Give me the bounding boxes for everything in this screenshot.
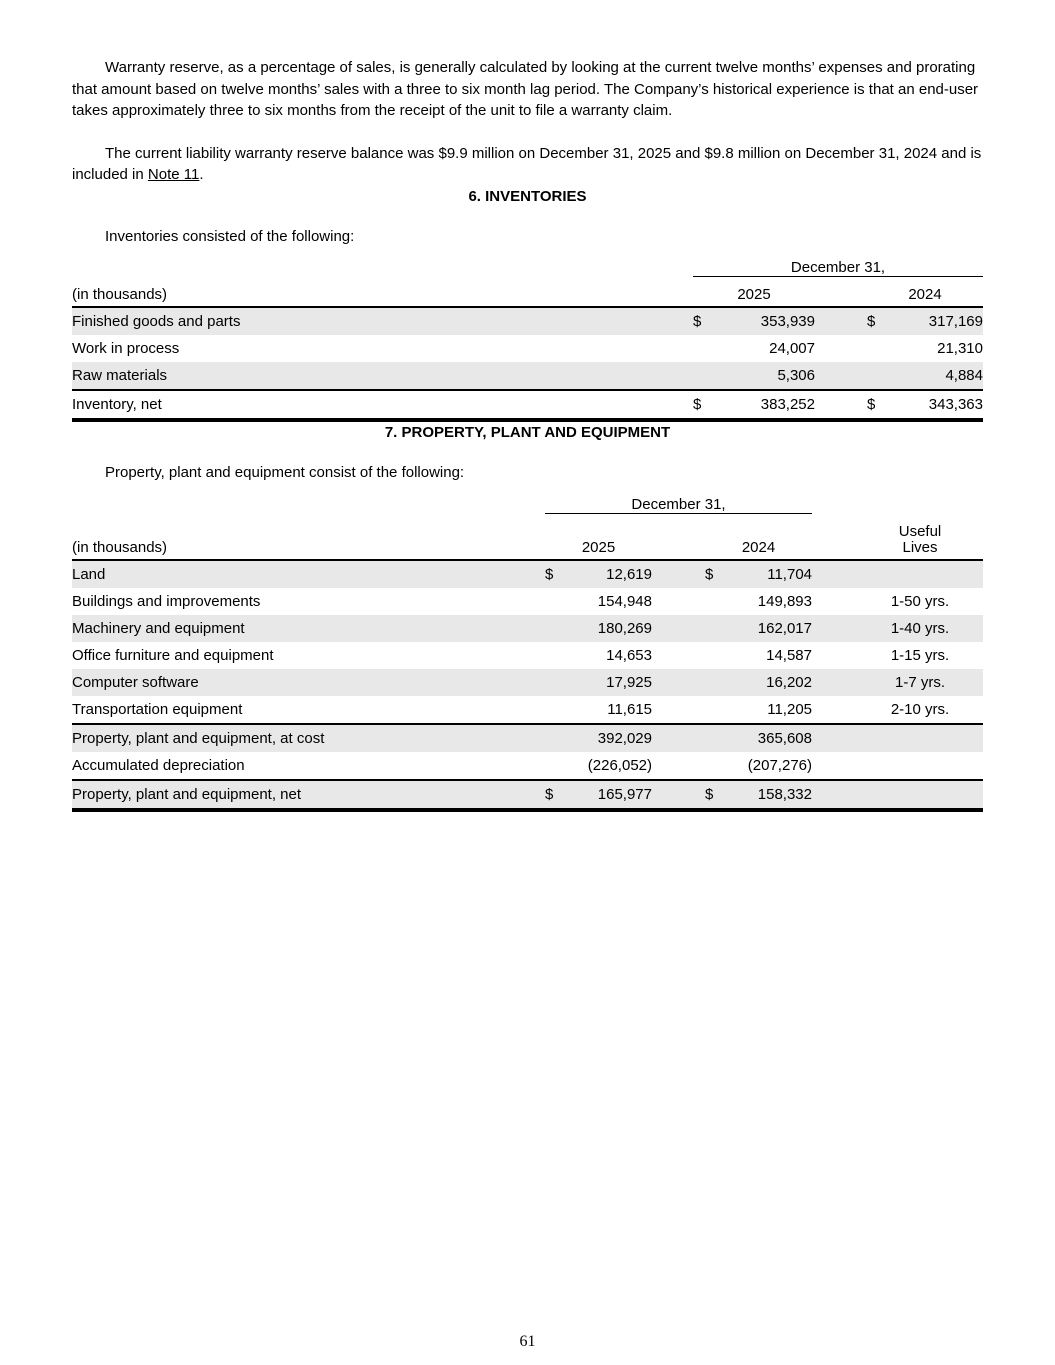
spacer-cell (815, 362, 867, 390)
spacer-cell (812, 669, 857, 696)
value-2025: 165,977 (571, 780, 652, 810)
value-2025: 14,653 (606, 646, 652, 664)
currency-symbol (705, 724, 731, 752)
currency-symbol (545, 669, 571, 696)
currency-symbol (705, 752, 731, 780)
value-2024: 4,884 (893, 362, 983, 390)
table-row-total (72, 390, 983, 420)
row-label: Finished goods and parts (72, 307, 693, 335)
useful-lives-value: 1-50 yrs. (890, 592, 950, 610)
table-row (72, 642, 983, 669)
inventories-section-heading: 6. INVENTORIES (468, 187, 587, 205)
warranty-balance-paragraph (72, 143, 983, 186)
row-label: Office furniture and equipment (72, 646, 274, 664)
useful-lives-value: 1-40 yrs. (857, 615, 983, 642)
value-2024: 317,169 (893, 307, 983, 335)
value-2024: 11,205 (767, 700, 812, 718)
table-row (72, 752, 983, 780)
currency-symbol (705, 696, 731, 724)
spacer-cell (652, 615, 705, 642)
useful-lives-line1: Useful (898, 522, 942, 540)
value-2025: 392,029 (571, 724, 652, 752)
date-spanner-header: December 31, (545, 489, 812, 514)
useful-lives-value (857, 724, 983, 752)
currency-symbol (705, 669, 731, 696)
currency-symbol (545, 752, 571, 780)
table-row (72, 696, 983, 724)
spacer-cell (652, 588, 705, 615)
row-label: Raw materials (72, 362, 693, 390)
currency-symbol (545, 696, 571, 724)
inventories-date-spanner-row (72, 252, 983, 277)
table-row (72, 615, 983, 642)
currency-symbol (705, 615, 731, 642)
note-11-link[interactable]: Note 11 (147, 166, 200, 183)
currency-symbol: $ (545, 560, 571, 588)
currency-symbol: $ (705, 560, 731, 588)
currency-symbol: $ (867, 307, 893, 335)
spacer-cell (815, 307, 867, 335)
currency-symbol (693, 335, 719, 362)
value-2025: 180,269 (571, 615, 652, 642)
value-2024: (207,276) (747, 756, 812, 774)
spacer-cell (652, 696, 705, 724)
value-2024: 11,704 (731, 560, 812, 588)
useful-lives-value: 1-15 yrs. (890, 646, 950, 664)
value-2025: 17,925 (571, 669, 652, 696)
currency-symbol (545, 724, 571, 752)
useful-lives-value (857, 780, 983, 810)
inventories-column-header-row (72, 277, 983, 308)
column-header-2025: 2025 (693, 277, 815, 308)
row-label: Land (72, 560, 545, 588)
page-number: 61 (519, 1333, 536, 1350)
spacer-cell (652, 642, 705, 669)
currency-symbol: $ (693, 390, 719, 420)
value-2025: 5,306 (719, 362, 815, 390)
unit-label: (in thousands) (72, 277, 693, 308)
column-header-2024: 2024 (867, 277, 983, 308)
spacer-cell (652, 669, 705, 696)
spacer-cell (652, 780, 705, 810)
table-row-subtotal (72, 724, 983, 752)
currency-symbol (693, 362, 719, 390)
table-row-total (72, 780, 983, 810)
row-label: Inventory, net (72, 390, 693, 420)
ppe-column-header-row (72, 513, 983, 560)
table-row (72, 588, 983, 615)
value-2024: 14,587 (766, 646, 812, 664)
spacer-cell (72, 489, 545, 514)
spacer-cell (815, 335, 867, 362)
value-2025: 353,939 (719, 307, 815, 335)
inventories-intro: Inventories consisted of the following: (105, 227, 355, 245)
column-header-2024: 2024 (705, 513, 812, 560)
value-2025: 383,252 (719, 390, 815, 420)
row-label: Buildings and improvements (72, 592, 261, 610)
spacer-cell (72, 252, 693, 277)
useful-lives-value (857, 752, 983, 780)
spacer-cell (857, 489, 983, 514)
value-2024: 365,608 (731, 724, 812, 752)
useful-lives-value: 1-7 yrs. (857, 669, 983, 696)
currency-symbol (867, 335, 893, 362)
value-2024: 16,202 (731, 669, 812, 696)
table-row (72, 307, 983, 335)
row-label: Property, plant and equipment, at cost (72, 724, 545, 752)
value-2024: 343,363 (893, 390, 983, 420)
spacer-cell (812, 724, 857, 752)
spacer-cell (815, 277, 867, 308)
warranty-reserve-paragraph: Warranty reserve, as a percentage of sales, is generally calculated by looking at the current twelve months’ expenses and prorating that amount based on twelve months’ sales with a three to six month lag period. The Company’s historical experience is that an end-user takes approximately three to six months from the receipt of the unit to file a warranty claim. (72, 59, 979, 119)
currency-symbol (545, 588, 571, 615)
spacer-cell (812, 696, 857, 724)
currency-symbol: $ (693, 307, 719, 335)
row-label: Machinery and equipment (72, 615, 545, 642)
value-2025: 154,948 (597, 592, 652, 610)
value-2025: (226,052) (587, 756, 652, 774)
table-row (72, 362, 983, 390)
useful-lives-value (857, 560, 983, 588)
value-2024: 21,310 (937, 340, 983, 357)
value-2025: 11,615 (607, 700, 652, 718)
ppe-section-heading: 7. PROPERTY, PLANT AND EQUIPMENT (384, 424, 671, 441)
column-header-2025: 2025 (545, 513, 652, 560)
ppe-intro: Property, plant and equipment consist of the following: (105, 464, 465, 481)
spacer-cell (812, 560, 857, 588)
value-2024: 162,017 (731, 615, 812, 642)
inventories-table (72, 252, 983, 422)
spacer-cell (815, 390, 867, 420)
spacer-cell (652, 560, 705, 588)
currency-symbol: $ (705, 780, 731, 810)
value-2024: 158,332 (731, 780, 812, 810)
date-spanner-header: December 31, (693, 252, 983, 277)
useful-lives-value: 2-10 yrs. (890, 700, 950, 718)
row-label: Accumulated depreciation (72, 756, 245, 774)
table-row (72, 669, 983, 696)
sentence-period: . (199, 166, 204, 183)
value-2024: 149,893 (757, 592, 812, 610)
column-header-useful-lives (857, 513, 983, 560)
currency-symbol (705, 642, 731, 669)
spacer-cell (652, 724, 705, 752)
spacer-cell (812, 752, 857, 780)
table-row (72, 335, 983, 362)
spacer-cell (812, 780, 857, 810)
unit-label: (in thousands) (72, 513, 545, 560)
row-label: Property, plant and equipment, net (72, 780, 545, 810)
row-label: Work in process (72, 340, 180, 357)
currency-symbol: $ (545, 780, 571, 810)
currency-symbol (545, 615, 571, 642)
row-label: Transportation equipment (72, 700, 243, 718)
currency-symbol (705, 588, 731, 615)
row-label: Computer software (72, 669, 545, 696)
warranty-balance-text: The current liability warranty reserve balance was $9.9 million on December 31, 2025 and $9.8 million on December 31, 2024 and is included in (72, 144, 982, 183)
spacer-cell (652, 513, 705, 560)
currency-symbol: $ (867, 390, 893, 420)
table-row (72, 560, 983, 588)
spacer-cell (652, 752, 705, 780)
spacer-cell (812, 642, 857, 669)
value-2025: 24,007 (769, 340, 815, 357)
currency-symbol (545, 642, 571, 669)
ppe-date-spanner-row (72, 489, 983, 514)
spacer-cell (812, 513, 857, 560)
spacer-cell (812, 615, 857, 642)
useful-lives-line2: Lives (902, 538, 938, 556)
spacer-cell (812, 588, 857, 615)
spacer-cell (812, 489, 857, 514)
ppe-table (72, 489, 983, 812)
value-2025: 12,619 (571, 560, 652, 588)
currency-symbol (867, 362, 893, 390)
